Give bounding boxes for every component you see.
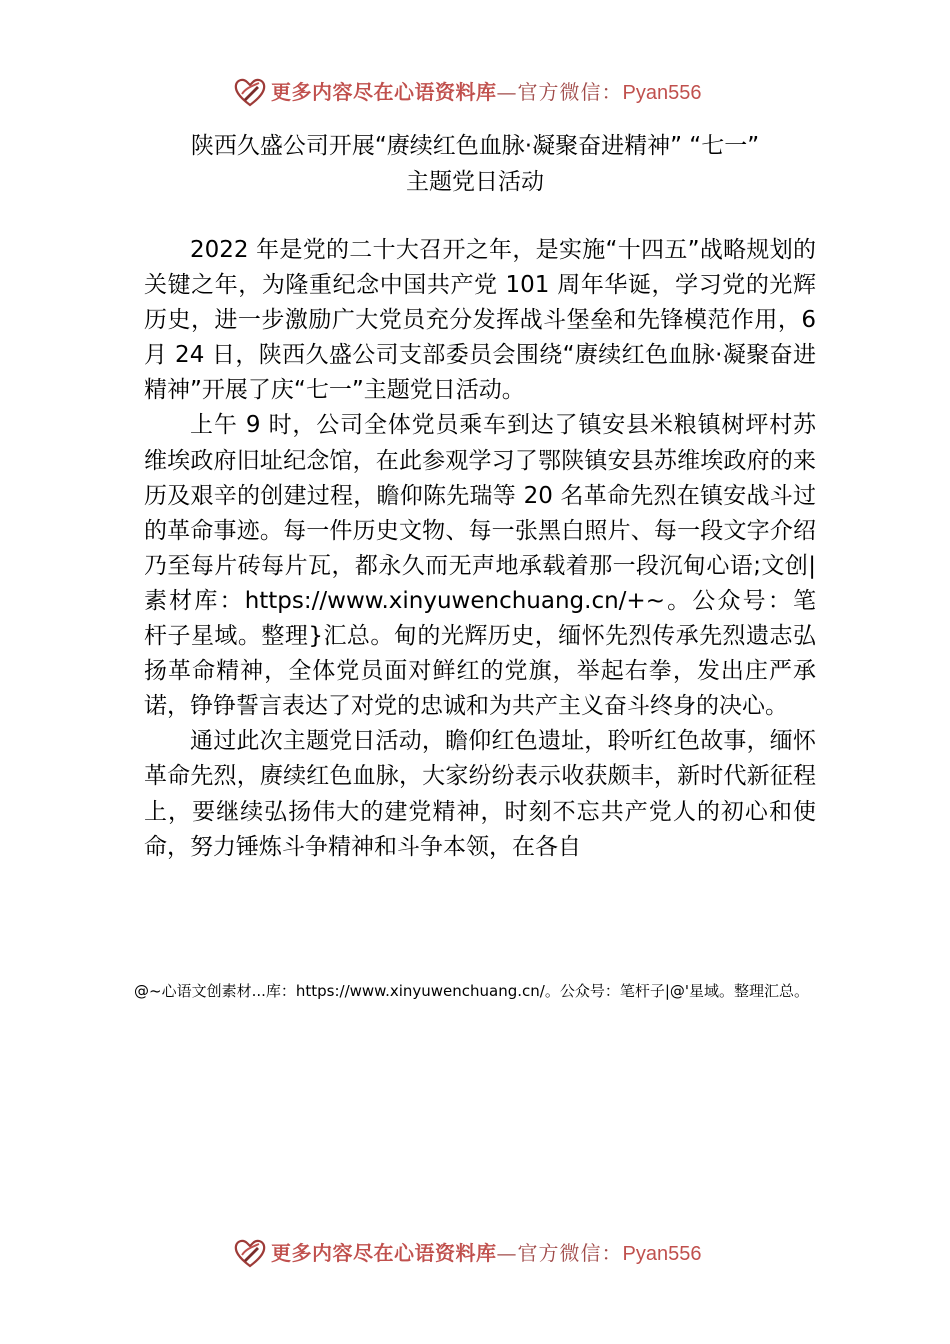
banner-wechat-id: Pyan556 [622, 1243, 702, 1265]
banner-brand: 更多内容尽在心语资料库 [271, 1241, 497, 1265]
heart-pen-logo-icon [232, 1235, 268, 1271]
paragraph-3: 通过此次主题党日活动，瞻仰红色遗址，聆听红色故事，缅怀革命先烈，赓续红色血脉，大家纷纷表示收获颇丰，新时代新征程上，要继续弘扬伟大的建党精神，时刻不忘共产党人的初心和使命，努力锤炼斗争精神和斗争本领，在各自 [144, 728, 816, 860]
document-title [110, 128, 840, 200]
footer-banner [0, 1233, 950, 1273]
title-line-1: 陕西久盛公司开展“赓续红色血脉·凝聚奋进精神” “七一” [190, 133, 760, 159]
banner-dash: — [496, 80, 518, 104]
watermark-note: @~心语文创素材...库：https://www.xinyuwenchuang.cn/。公众号：笔杆子|@'星域。整理汇总。 [134, 982, 810, 1000]
paragraph-1: 2022 年是党的二十大召开之年，是实施“十四五”战略规划的关键之年，为隆重纪念中国共产党 101 周年华诞，学习党的光辉历史，进一步激励广大党员充分发挥战斗堡垒和先锋模范作用，6 月 24 日，陕西久盛公司支部委员会围绕“赓续红色血脉·凝聚奋进精神”开展了庆“七一”主题党日活动。 [144, 237, 816, 404]
banner-dash: — [496, 1241, 518, 1265]
banner-wechat-label: 官方微信： [517, 1241, 623, 1265]
banner-text [271, 78, 701, 107]
banner-wechat-id: Pyan556 [622, 82, 702, 104]
paragraph-2: 上午 9 时，公司全体党员乘车到达了镇安县米粮镇树坪村苏维埃政府旧址纪念馆，在此参观学习了鄂陕镇安县苏维埃政府的来历及艰辛的创建过程，瞻仰陈先瑞等 20 名革命先烈在镇安战斗过的革命事迹。每一件历史文物、每一张黑白照片、每一段文字介绍乃至每片砖每片瓦，都永久而无声地承载着那一段沉甸心语;文创|素材库：https://www.xinyuwenchuang.cn/+~。公众号：笔杆子星域。整理}汇总。甸的光辉历史，缅怀先烈传承先烈遗志弘扬革命精神，全体党员面对鲜红的党旗，举起右拳，发出庄严承诺，铮铮誓言表达了对党的忠诚和为共产主义奋斗终身的决心。 [144, 412, 816, 720]
header-banner [0, 72, 950, 112]
banner-text [271, 1239, 701, 1268]
document-body [144, 233, 816, 865]
title-line-2: 主题党日活动 [406, 169, 544, 195]
banner-brand: 更多内容尽在心语资料库 [271, 80, 497, 104]
banner-wechat-label: 官方微信： [517, 80, 623, 104]
heart-pen-logo-icon [232, 74, 268, 110]
